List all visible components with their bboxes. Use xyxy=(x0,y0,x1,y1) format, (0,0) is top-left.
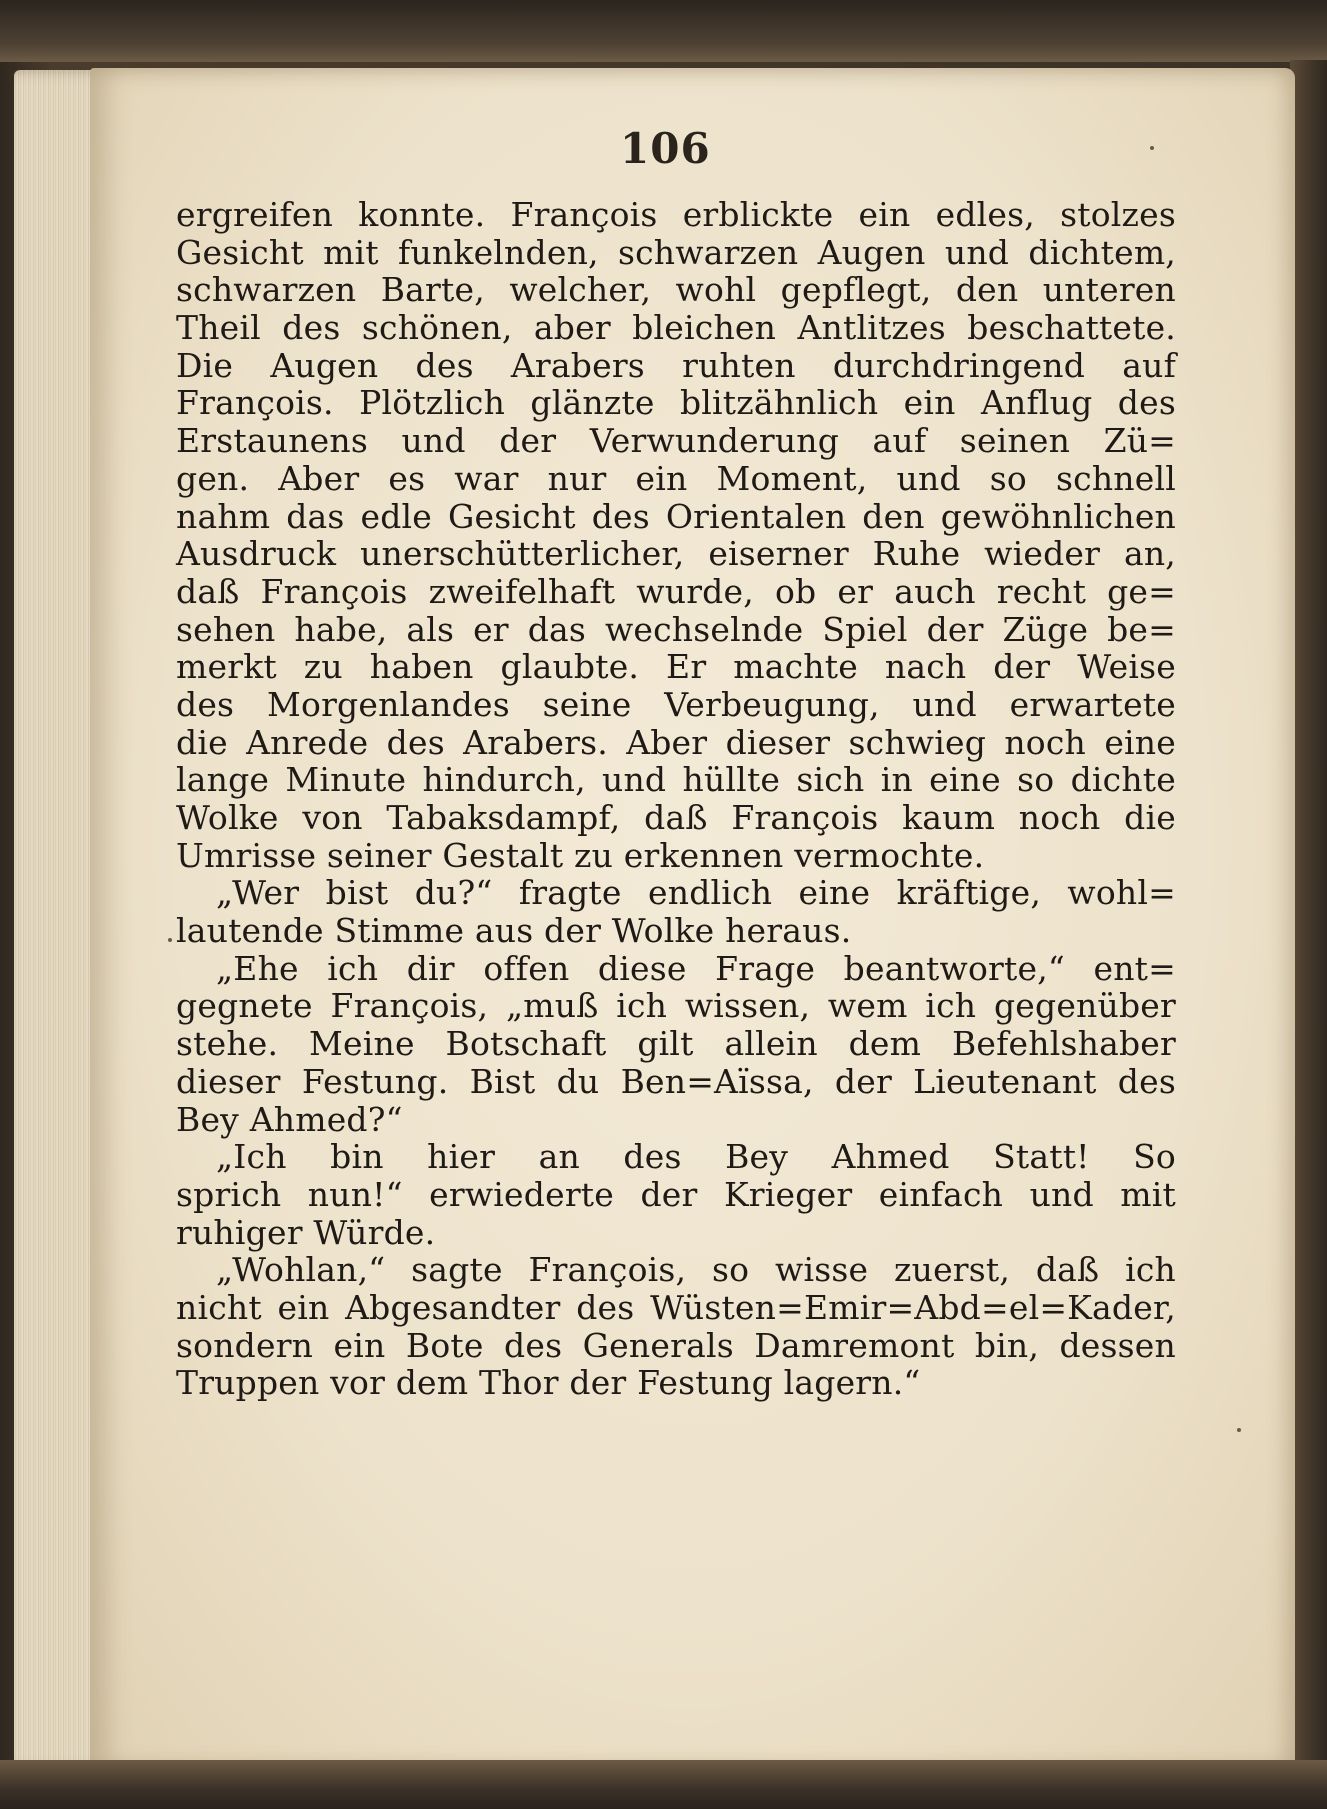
text-line: Theil des schönen, aber bleichen Antlitzes beschattete. xyxy=(176,308,1176,348)
text-line: schwarzen Barte, welcher, wohl gepflegt, den unteren xyxy=(176,270,1176,310)
text-line: Die Augen des Arabers ruhten durchdringend auf xyxy=(176,345,1176,385)
text-line: daß François zweifelhaft wurde, ob er auch recht ge= xyxy=(176,571,1176,611)
text-line: „Wer bist du?“ fragte endlich eine kräftige, wohl= xyxy=(216,873,1176,913)
text-line: gegnete François, „muß ich wissen, wem ich gegenüber xyxy=(176,986,1176,1026)
page-body-text xyxy=(176,196,1176,1402)
text-line: Erstaunens und der Verwunderung auf seinen Zü= xyxy=(176,421,1176,461)
paper-speck xyxy=(1150,146,1154,150)
binding-shadow xyxy=(1290,60,1327,1780)
text-line: die Anrede des Arabers. Aber dieser schwieg noch eine xyxy=(176,722,1176,762)
text-line: „Wohlan,“ sagte François, so wisse zuerst, daß ich xyxy=(216,1250,1176,1290)
text-line: des Morgenlandes seine Verbeugung, und erwartete xyxy=(176,684,1176,724)
text-line: ergreifen konnte. François erblickte ein edles, stolzes xyxy=(176,195,1176,234)
text-line: sehen habe, als er das wechselnde Spiel der Züge be= xyxy=(176,609,1176,649)
text-line: Wolke von Tabaksdampf, daß François kaum noch die xyxy=(176,798,1176,837)
text-line: nicht ein Abgesandter des Wüsten=Emir=Abd=el=Kader, xyxy=(176,1287,1176,1327)
text-line: sondern ein Bote des Generals Damremont bin, dessen xyxy=(176,1325,1176,1365)
paper-speck xyxy=(1237,1428,1241,1432)
text-line: merkt zu haben glaubte. Er machte nach der Weise xyxy=(176,647,1176,687)
text-line: stehe. Meine Botschaft gilt allein dem Befehlshaber xyxy=(176,1024,1176,1064)
text-line: Umrisse seiner Gestalt zu erkennen vermochte. xyxy=(176,835,985,875)
text-line: François. Plötzlich glänzte blitzähnlich ein Anflug des xyxy=(176,383,1176,423)
text-line: „Ich bin hier an des Bey Ahmed Statt! So xyxy=(216,1137,1176,1177)
paper-speck xyxy=(168,938,172,942)
text-line: dieser Festung. Bist du Ben=Aïssa, der Lieutenant des xyxy=(176,1061,1176,1101)
book-cover-top xyxy=(0,0,1327,62)
text-line: gen. Aber es war nur ein Moment, und so schnell xyxy=(176,458,1176,498)
text-line: sprich nun!“ erwiederte der Krieger einfach und mit xyxy=(176,1174,1176,1214)
page-number: 106 xyxy=(620,124,711,173)
text-line: Bey Ahmed?“ xyxy=(176,1099,403,1139)
text-line: lautende Stimme aus der Wolke heraus. xyxy=(176,911,852,951)
text-line: Ausdruck unerschütterlicher, eiserner Ruhe wieder an, xyxy=(176,534,1176,574)
text-line: lange Minute hindurch, und hüllte sich in eine so dichte xyxy=(176,760,1176,800)
book-cover-bottom xyxy=(0,1760,1327,1809)
text-line: Truppen vor dem Thor der Festung lagern.“ xyxy=(176,1363,921,1403)
text-line: nahm das edle Gesicht des Orientalen den gewöhnlichen xyxy=(176,496,1176,536)
text-line: „Ehe ich dir offen diese Frage beantworte,“ ent= xyxy=(216,948,1176,988)
text-line: ruhiger Würde. xyxy=(176,1212,436,1252)
text-line: Gesicht mit funkelnden, schwarzen Augen und dichtem, xyxy=(176,232,1176,272)
